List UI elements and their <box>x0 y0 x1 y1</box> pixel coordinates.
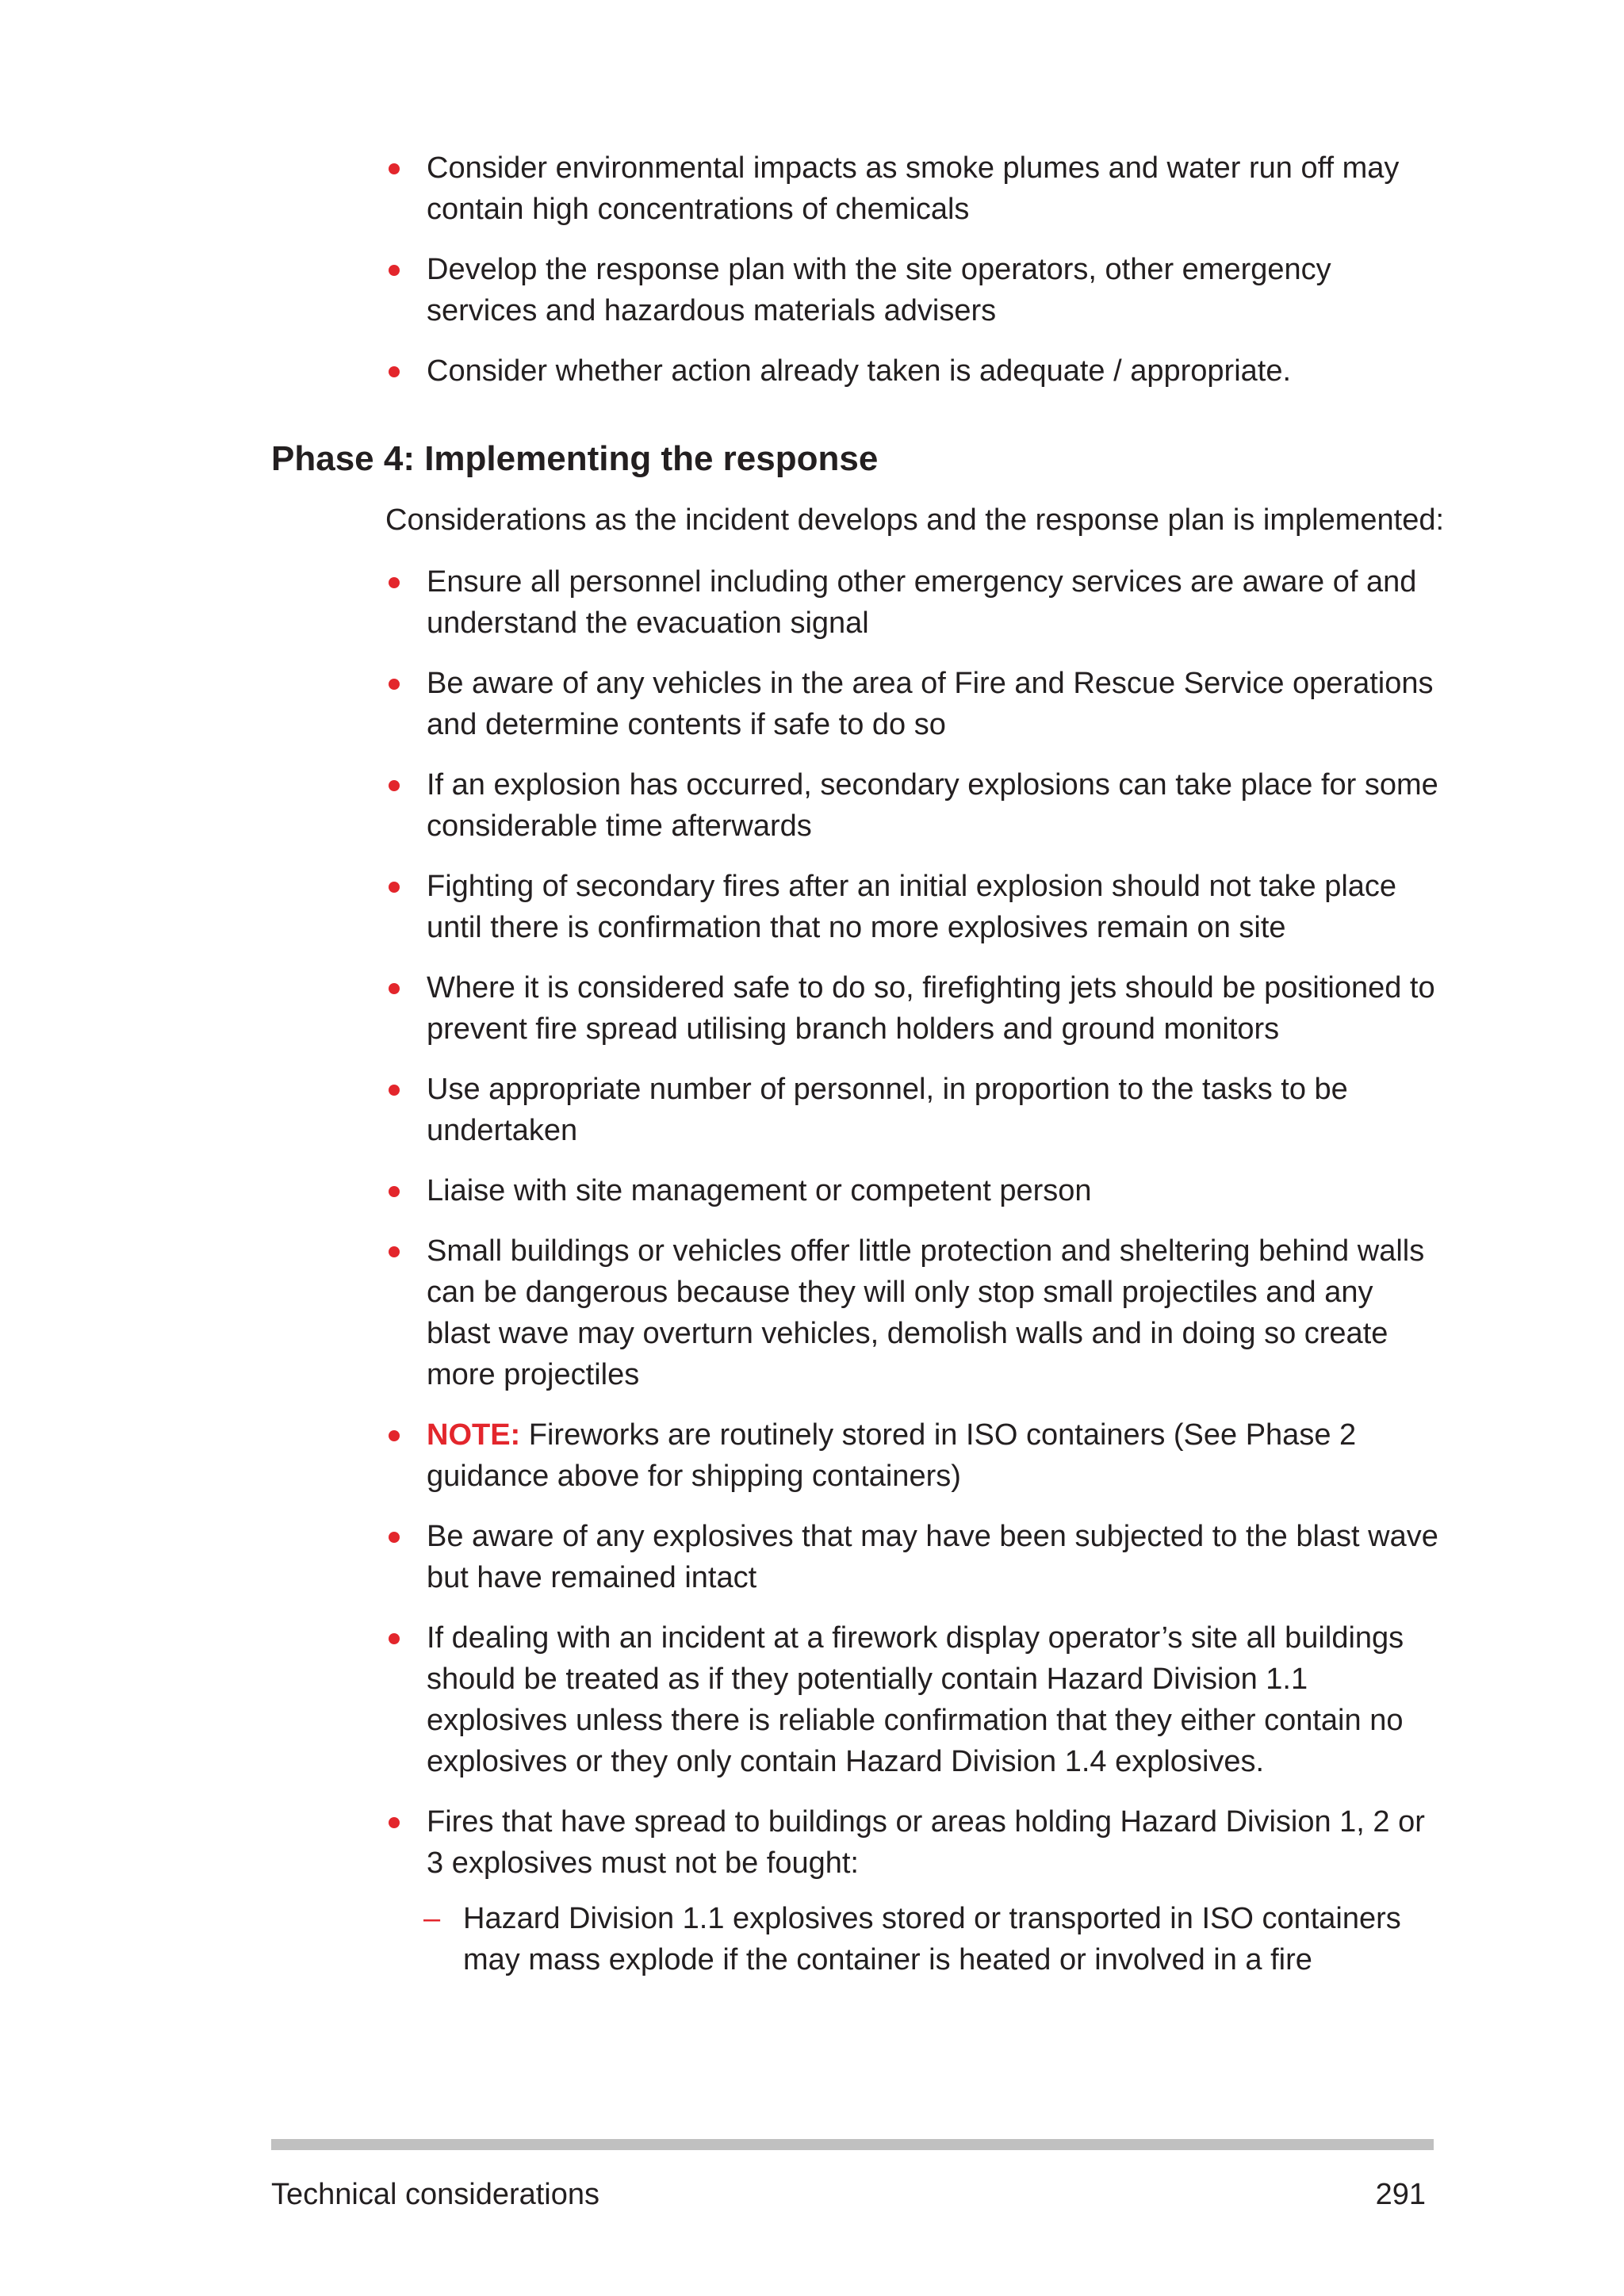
phase4-bullet-list <box>385 561 1440 1903</box>
note-text: Fireworks are routinely stored in ISO containers (See Phase 2 guidance above for shipping containers) <box>427 1418 1357 1493</box>
bullet-dot-icon <box>389 780 400 791</box>
list-item <box>385 249 1440 331</box>
list-item-text: Where it is considered safe to do so, firefighting jets should be positioned to prevent fire spread utilising branch holders and ground monitors <box>427 971 1435 1046</box>
list-item <box>385 561 1440 644</box>
list-item <box>385 866 1440 948</box>
list-item-text: Use appropriate number of personnel, in proportion to the tasks to be undertaken <box>427 1073 1348 1147</box>
sub-bullet-list <box>423 1898 1446 1999</box>
bullet-dot-icon <box>389 1246 400 1257</box>
bullet-dot-icon <box>389 1633 400 1644</box>
list-item <box>385 663 1440 745</box>
list-item-text: Ensure all personnel including other emergency services are aware of and understand the evacuation signal <box>427 565 1417 640</box>
sub-list-item <box>423 1898 1446 1980</box>
list-item <box>385 967 1440 1050</box>
note-label: NOTE: <box>427 1418 521 1452</box>
bullet-dot-icon <box>389 983 400 994</box>
sub-list-item-text: Hazard Division 1.1 explosives stored or transported in ISO containers may mass explode if the container is heated or involved in a fire <box>463 1902 1401 1976</box>
top-bullet-list <box>385 147 1440 411</box>
list-item-text: Consider whether action already taken is adequate / appropriate. <box>427 354 1292 388</box>
list-item <box>385 1230 1440 1395</box>
footer-divider <box>271 2139 1434 2150</box>
list-item-text: Small buildings or vehicles offer little protection and sheltering behind walls can be dangerous because they will only stop small projectiles and any blast wave may overturn vehicles, demolish walls and in doing so create more projectiles <box>427 1234 1425 1391</box>
bullet-dot-icon <box>389 265 400 276</box>
dash-marker-icon: – <box>423 1902 441 1935</box>
list-item-text: Develop the response plan with the site operators, other emergency services and hazardous materials advisers <box>427 253 1331 327</box>
section-heading: Phase 4: Implementing the response <box>271 439 879 478</box>
list-item <box>385 350 1440 392</box>
section-intro: Considerations as the incident develops and the response plan is implemented: <box>385 503 1445 537</box>
bullet-dot-icon <box>389 1817 400 1828</box>
bullet-dot-icon <box>389 1532 400 1543</box>
bullet-dot-icon <box>389 1186 400 1197</box>
list-item-text: Consider environmental impacts as smoke plumes and water run off may contain high concentrations of chemicals <box>427 151 1400 226</box>
list-item-text: If dealing with an incident at a firework display operator’s site all buildings should be treated as if they potentially contain Hazard Division 1.1 explosives unless there is reliable confirmation that they either contain no explosives or they only contain Hazard Division 1.4 explosives. <box>427 1621 1404 1778</box>
bullet-dot-icon <box>389 366 400 377</box>
list-item <box>385 1516 1440 1598</box>
footer-section-title: Technical considerations <box>271 2178 600 2211</box>
bullet-dot-icon <box>389 163 400 174</box>
list-item-text: If an explosion has occurred, secondary explosions can take place for some considerable time afterwards <box>427 768 1438 843</box>
note-item <box>385 1414 1440 1497</box>
list-item <box>385 1069 1440 1151</box>
list-item-text: Fires that have spread to buildings or areas holding Hazard Division 1, 2 or 3 explosives must not be fought: <box>427 1805 1425 1880</box>
bullet-dot-icon <box>389 679 400 690</box>
list-item <box>385 1801 1440 1884</box>
list-item-text: Liaise with site management or competent person <box>427 1174 1092 1207</box>
page-number: 291 <box>1375 2178 1426 2211</box>
list-item-text: Be aware of any explosives that may have been subjected to the blast wave but have remained intact <box>427 1520 1438 1594</box>
list-item <box>385 764 1440 847</box>
list-item <box>385 1617 1440 1782</box>
list-item-text: Fighting of secondary fires after an initial explosion should not take place until there is confirmation that no more explosives remain on site <box>427 870 1397 944</box>
bullet-dot-icon <box>389 1085 400 1096</box>
list-item-text: Be aware of any vehicles in the area of Fire and Rescue Service operations and determine contents if safe to do so <box>427 667 1434 741</box>
list-item <box>385 147 1440 230</box>
list-item <box>385 1170 1440 1211</box>
bullet-dot-icon <box>389 577 400 588</box>
bullet-dot-icon <box>389 1430 400 1441</box>
bullet-dot-icon <box>389 882 400 893</box>
